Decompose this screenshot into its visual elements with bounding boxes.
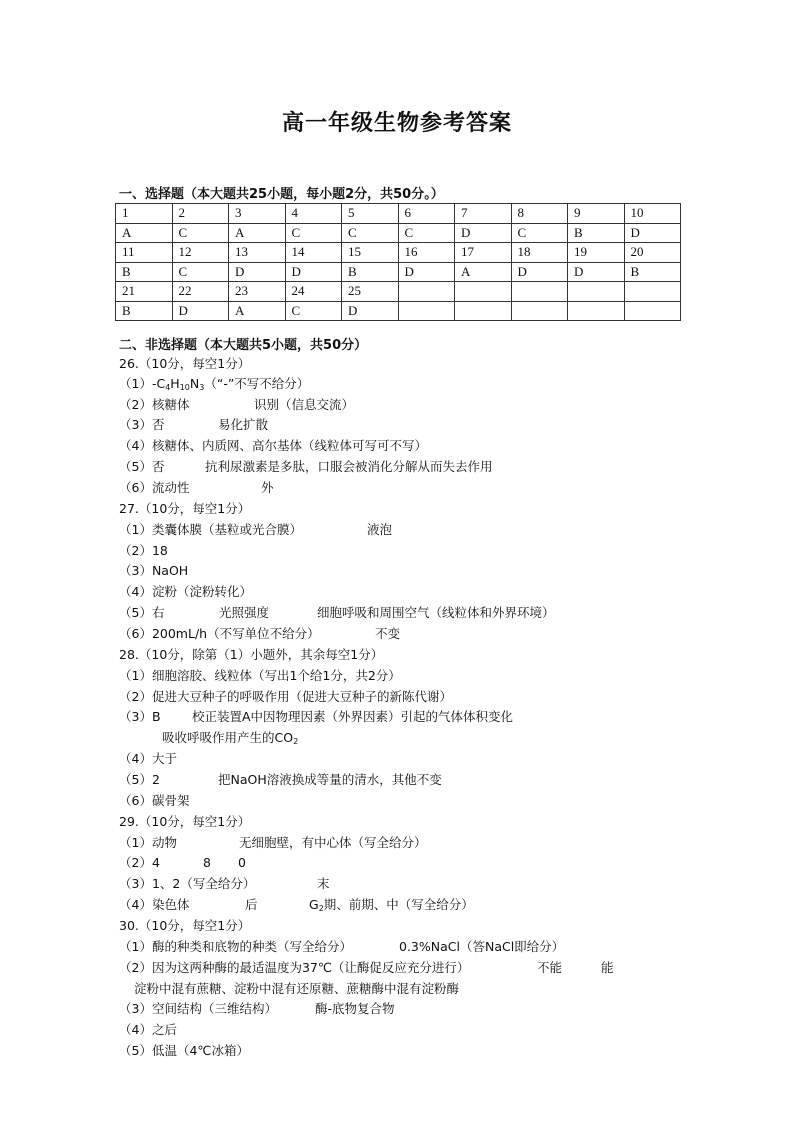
- table-cell: [511, 282, 568, 302]
- table-cell: B: [342, 262, 399, 282]
- table-cell: 1: [116, 204, 173, 224]
- table-cell: 4: [285, 204, 342, 224]
- table-cell: 14: [285, 243, 342, 263]
- table-cell: 19: [568, 243, 625, 263]
- table-cell: D: [455, 223, 512, 243]
- table-cell: C: [172, 262, 229, 282]
- table-cell: 6: [398, 204, 455, 224]
- q27-answer-4: （4）淀粉（淀粉转化）: [119, 584, 252, 599]
- section1-heading: 一、选择题（本大题共25小题，每小题2分，共50分。）: [119, 187, 444, 202]
- q28-answer-2: （2）促进大豆种子的呼吸作用（促进大豆种子的新陈代谢）: [119, 689, 452, 704]
- table-cell: [511, 301, 568, 321]
- table-cell: [624, 282, 681, 302]
- table-cell: 10: [624, 204, 681, 224]
- table-cell: B: [568, 223, 625, 243]
- table-cell: A: [116, 223, 173, 243]
- q28-answer-1: （1）细胞溶胶、线粒体（写出1个给1分，共2分）: [119, 668, 401, 683]
- q30-answer-4: （4）之后: [119, 1022, 177, 1037]
- table-cell: 8: [511, 204, 568, 224]
- q27-answer-3: （3）NaOH: [119, 563, 189, 578]
- q28-heading: 28.（10分，除第（1）小题外，其余每空1分）: [119, 647, 384, 662]
- table-cell: C: [285, 301, 342, 321]
- table-cell: B: [116, 262, 173, 282]
- q26-answer-1: $(1)-C_4H_{10}N_3(“-$”不写不给分）: [119, 376, 310, 392]
- table-cell: 2: [172, 204, 229, 224]
- table-cell: C: [398, 223, 455, 243]
- table-cell: 17: [455, 243, 512, 263]
- answer-table: [115, 203, 681, 321]
- q28-answer-4: （4）大于: [119, 751, 177, 766]
- q29-heading: 29.（10分，每空1分）: [119, 814, 251, 829]
- table-cell: 15: [342, 243, 399, 263]
- q26-heading: 26.（10分，每空1分）: [119, 356, 251, 371]
- table-cell: B: [116, 301, 173, 321]
- table-cell: D: [285, 262, 342, 282]
- table-cell: [455, 301, 512, 321]
- table-cell: 11: [116, 243, 173, 263]
- q26-answer-4: （4）核糖体、内质网、高尔基体（线粒体可写可不写）: [119, 438, 427, 453]
- table-cell: A: [229, 301, 286, 321]
- table-cell: C: [172, 223, 229, 243]
- table-cell: [568, 301, 625, 321]
- table-cell: 16: [398, 243, 455, 263]
- q28-answer-3-cont: 吸收呼吸作用产生的$CO_2$: [162, 730, 299, 746]
- q30-answer-2-cont: 淀粉中混有蔗糖、淀粉中混有还原糖、蔗糖酶中混有淀粉酶: [134, 981, 460, 996]
- table-cell: D: [568, 262, 625, 282]
- table-cell: 13: [229, 243, 286, 263]
- q27-answer-2: （2）18: [119, 543, 168, 558]
- table-cell: D: [229, 262, 286, 282]
- table-cell: D: [624, 223, 681, 243]
- q28-answer-6: （6）碳骨架: [119, 793, 190, 808]
- table-cell: 9: [568, 204, 625, 224]
- table-cell: 3: [229, 204, 286, 224]
- table-cell: 12: [172, 243, 229, 263]
- table-cell: C: [285, 223, 342, 243]
- q30-heading: 30.（10分，每空1分）: [119, 918, 251, 933]
- table-cell: 21: [116, 282, 173, 302]
- table-cell: C: [342, 223, 399, 243]
- table-cell: [568, 282, 625, 302]
- table-cell: 5: [342, 204, 399, 224]
- table-cell: [398, 301, 455, 321]
- table-cell: D: [342, 301, 399, 321]
- table-row: [116, 243, 681, 263]
- table-row: [116, 204, 681, 224]
- section2-heading: 二、非选择题（本大题共5小题，共50分）: [119, 338, 368, 353]
- table-cell: 20: [624, 243, 681, 263]
- table-cell: A: [229, 223, 286, 243]
- table-cell: 25: [342, 282, 399, 302]
- q27-heading: 27.（10分，每空1分）: [119, 501, 251, 516]
- table-cell: D: [172, 301, 229, 321]
- table-cell: B: [624, 262, 681, 282]
- table-cell: 18: [511, 243, 568, 263]
- table-cell: A: [455, 262, 512, 282]
- table-row: [116, 223, 681, 243]
- table-cell: [398, 282, 455, 302]
- table-cell: [455, 282, 512, 302]
- q30-answer-5: （5）低温（4℃冰箱）: [119, 1043, 249, 1058]
- table-cell: 7: [455, 204, 512, 224]
- table-cell: 22: [172, 282, 229, 302]
- table-cell: 23: [229, 282, 286, 302]
- table-cell: 24: [285, 282, 342, 302]
- table-cell: D: [398, 262, 455, 282]
- table-row: [116, 262, 681, 282]
- table-cell: [624, 301, 681, 321]
- table-row: [116, 301, 681, 321]
- table-row: [116, 282, 681, 302]
- table-cell: D: [511, 262, 568, 282]
- page-title: 高一年级生物参考答案: [281, 111, 512, 136]
- table-cell: C: [511, 223, 568, 243]
